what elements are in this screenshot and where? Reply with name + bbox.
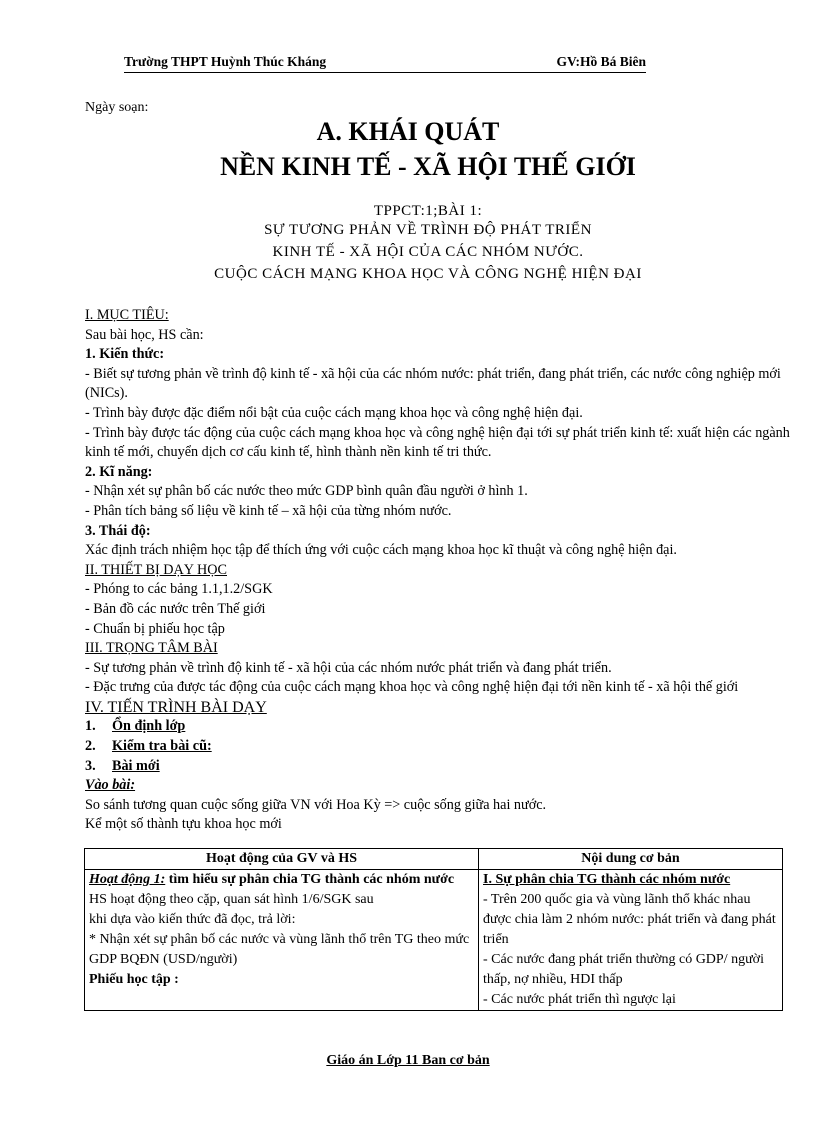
section-heading-process: IV. TIẾN TRÌNH BÀI DẠY [85,698,267,716]
section-heading-objectives: I. MỤC TIÊU: [85,307,169,323]
table-header-row [85,849,783,870]
section-heading-focus: III. TRỌNG TÂM BÀI [85,640,218,657]
intro-label: Vào bài: [85,777,136,794]
section-heading-equipment: II. THIẾT BỊ DẠY HỌC [85,561,227,578]
title-line-1: A. KHÁI QUÁT [316,117,500,146]
step-text: Bài mới [112,757,160,774]
col-activities-header: Hoạt động của GV và HS [85,849,479,870]
skills-heading: 2. Kĩ năng: [85,463,153,480]
attitude-text: Xác định trách nhiệm học tập để thích ứng với cuộc cách mạng khoa học kĩ thuật và công nghệ hiện đại. [85,542,677,559]
focus-item: - Sự tương phản về trình độ kinh tế - xã hội của các nhóm nước phát triển và đang phát triển. [85,659,612,676]
activity-line: * Nhận xét sự phân bố các nước và vùng lãnh thổ trên TG theo mức GDP BQĐN (USD/người) [89,932,470,967]
footer-text: Giáo án Lớp 11 Ban cơ bản [326,1053,490,1068]
activities-cell [85,870,479,1011]
process-step [85,717,792,737]
lesson-title-2: KINH TẾ - XÃ HỘI CỦA CÁC NHÓM NƯỚC. [272,244,584,260]
document-body [85,306,792,835]
knowledge-item: - Trình bày được đặc điểm nổi bật của cuộc cách mạng khoa học và công nghệ hiện đại. [85,404,583,421]
lesson-table [84,848,783,1011]
skills-item: - Nhận xét sự phân bố các nước theo mức GDP bình quân đầu người ở hình 1. [85,483,528,500]
activity-title [89,870,474,890]
page-footer [0,1053,816,1069]
knowledge-item: - Biết sự tương phản về trình độ kinh tế - xã hội của các nhóm nước: phát triển, đang phát triển, các nước công nghiệp mới (NICs). [85,365,781,402]
lesson-title-1: SỰ TƯƠNG PHẢN VỀ TRÌNH ĐỘ PHÁT TRIỂN [264,222,592,238]
step-text: Kiểm tra bài cũ: [112,738,212,755]
step-text: Ổn định lớp [112,718,186,735]
focus-item: - Đặc trưng của được tác động của cuộc cách mạng khoa học và công nghệ hiện đại tới nền kinh tế - xã hội thế giới [85,679,739,696]
worksheet-label: Phiếu học tập : [89,972,179,987]
knowledge-heading: 1. Kiến thức: [85,346,165,363]
process-step [85,757,792,777]
intro-line: Kể một số thành tựu khoa học mới [85,816,282,833]
activity-line: HS hoạt động theo cặp, quan sát hình 1/6/SGK sau [89,892,374,907]
content-line: - Các nước đang phát triển thường có GDP/ người thấp, nợ nhiều, HDI thấp [483,952,764,987]
teacher-name: GV:Hồ Bá Biên [556,54,646,69]
content-cell [479,870,783,1011]
step-number: 3. [85,757,96,774]
equipment-item: - Bản đồ các nước trên Thế giới [85,600,266,617]
activity-label: Hoạt động 1: [89,872,166,887]
step-number: 1. [85,718,96,735]
lesson-code: TPPCT:1;BÀI 1: [373,203,483,219]
knowledge-item: - Trình bày được tác động của cuộc cách mạng khoa học và công nghệ hiện đại tới sự phát triển kinh tế: xuất hiện các ngành kinh tế mới, chuyển dịch cơ cấu kinh tế, hình thành nền kinh tế tri thức. [85,424,790,461]
school-name: Trường THPT Huỳnh Thúc Kháng [124,54,327,69]
col-content-header: Nội dung cơ bản [479,849,783,870]
equipment-item: - Chuẩn bị phiếu học tập [85,620,225,637]
activity-text: tìm hiểu sự phân chia TG thành các nhóm nước [165,872,455,887]
content-heading: I. Sự phân chia TG thành các nhóm nước [483,872,731,887]
table-row [85,870,783,1011]
step-number: 2. [85,738,96,755]
date-label: Ngày soạn: [85,100,149,115]
activity-line: khi dựa vào kiến thức đã đọc, trả lời: [89,912,296,927]
page-header [124,54,646,73]
lesson-title-3: CUỘC CÁCH MẠNG KHOA HỌC VÀ CÔNG NGHỆ HIỆN ĐẠI [214,266,642,282]
title-line-2: NỀN KINH TẾ - XÃ HỘI THẾ GIỚI [220,152,636,181]
equipment-item: - Phóng to các bảng 1.1,1.2/SGK [85,581,273,598]
skills-item: - Phân tích bảng số liệu về kinh tế – xã hội của từng nhóm nước. [85,502,452,519]
intro-line: So sánh tương quan cuộc sống giữa VN với Hoa Kỳ => cuộc sống giữa hai nước. [85,796,547,813]
objectives-intro: Sau bài học, HS cần: [85,326,204,343]
process-step [85,737,792,757]
content-line: - Các nước phát triển thì ngược lại [483,992,676,1007]
content-line: - Trên 200 quốc gia và vùng lãnh thổ khác nhau được chia làm 2 nhóm nước: phát triển và đang phát triển [483,892,776,947]
attitude-heading: 3. Thái độ: [85,522,151,539]
